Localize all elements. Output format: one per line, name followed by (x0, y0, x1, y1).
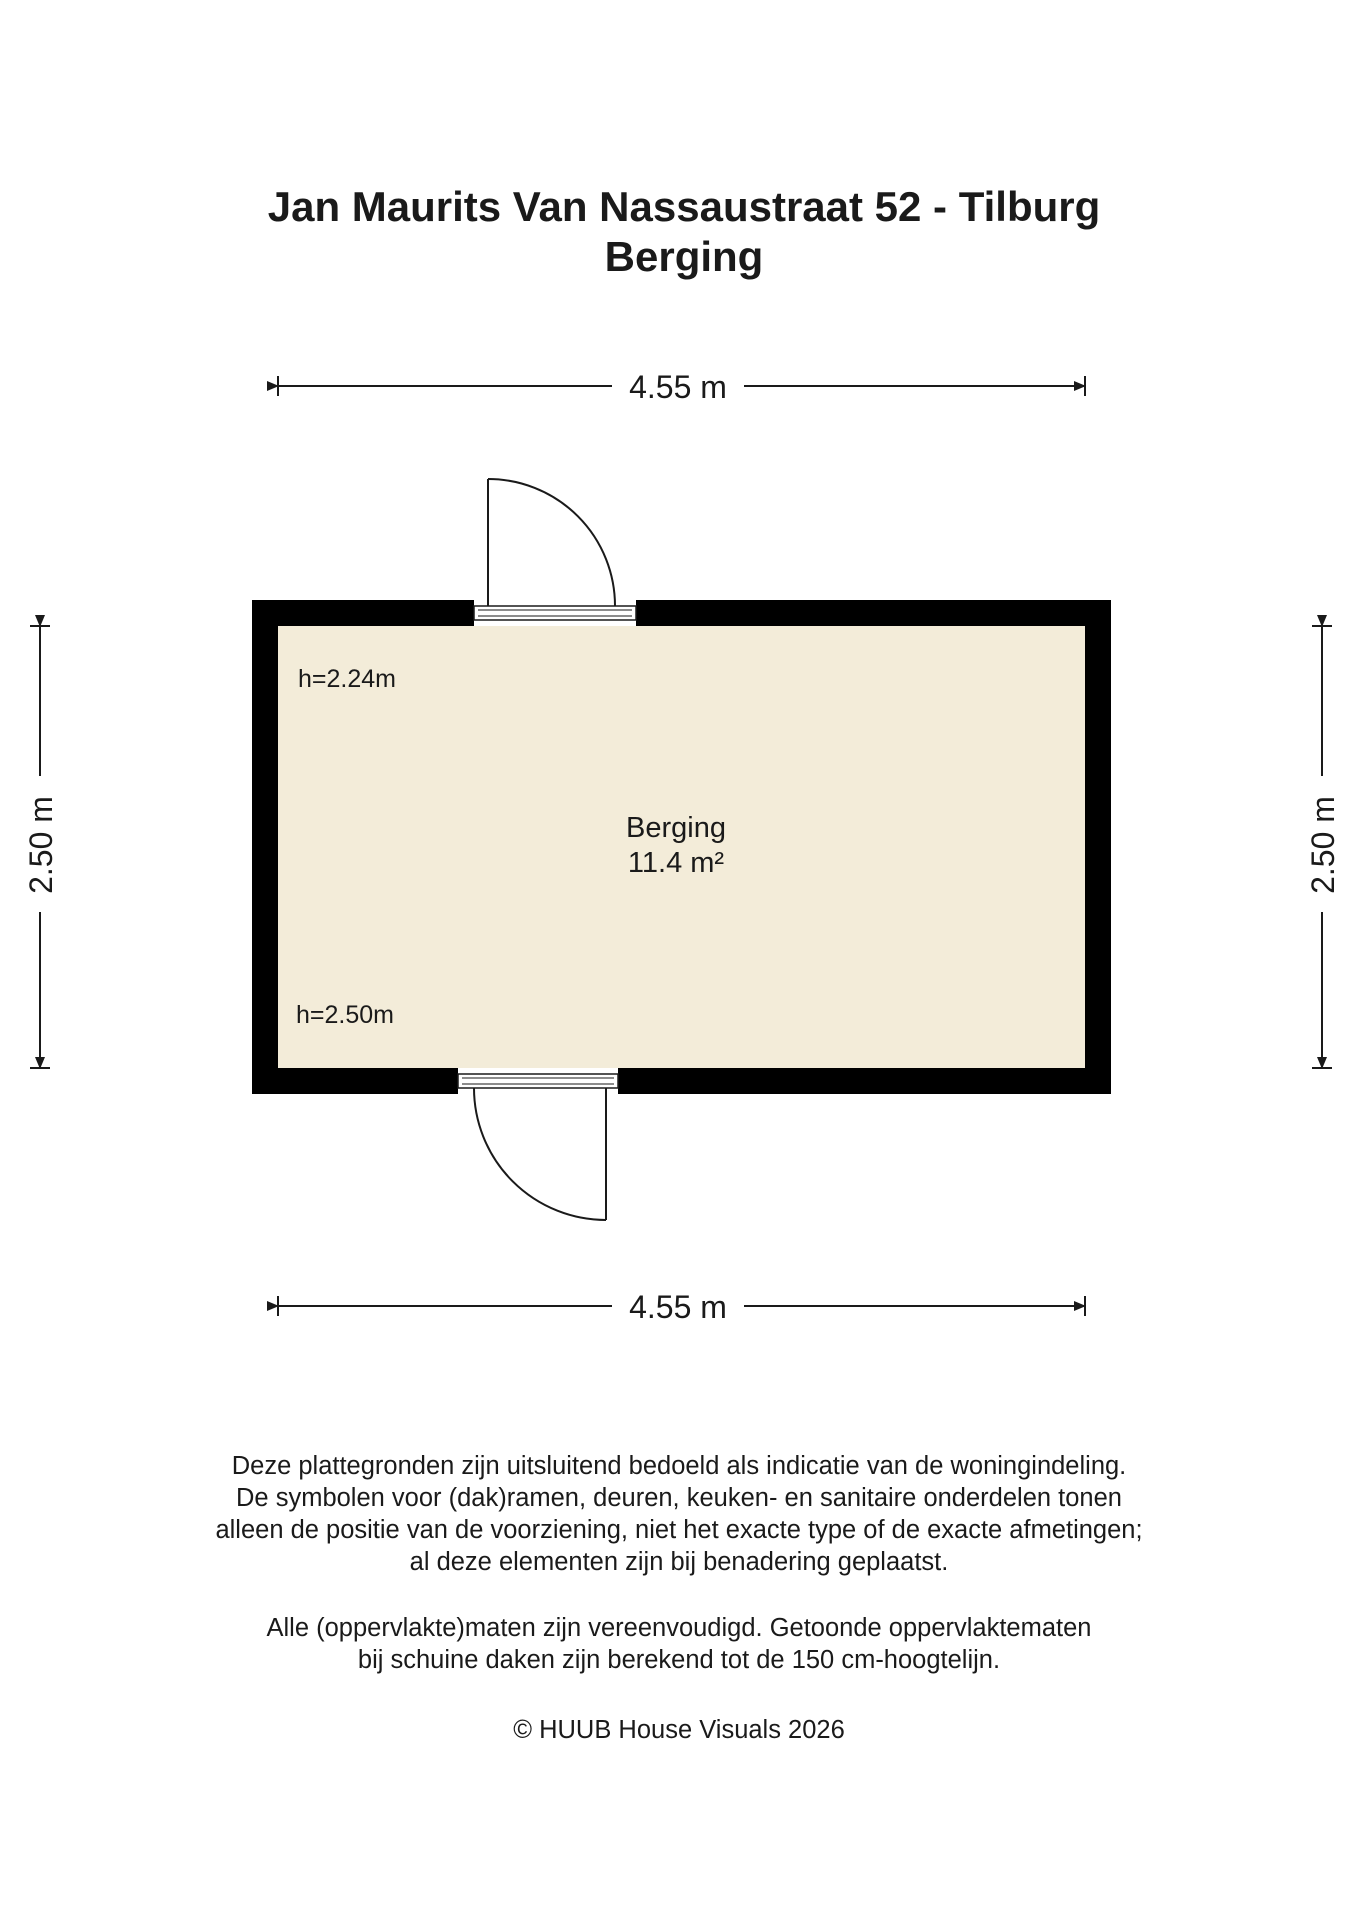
area-note-line: Alle (oppervlakte)maten zijn vereenvoudigd. Getoonde oppervlaktematen (266, 1614, 1092, 1642)
disclaimer-line: Deze plattegronden zijn uitsluitend bedoeld als indicatie van de woningindeling. (231, 1452, 1127, 1480)
door-swing-arc (488, 479, 615, 606)
door-top (474, 479, 636, 620)
disclaimer-line: De symbolen voor (dak)ramen, deuren, keuken- en sanitaire onderdelen tonen (236, 1484, 1122, 1512)
dimension-right (1305, 626, 1341, 1068)
wall-bottom-right (618, 1068, 1111, 1094)
area-note-line: bij schuine daken zijn berekend tot de 150 cm-hoogtelijn. (357, 1646, 1001, 1674)
disclaimer-line: alleen de positie van de voorziening, niet het exacte type of de exacte afmetingen; (215, 1516, 1143, 1544)
page-subtitle: Berging (604, 233, 764, 280)
room-name: Berging (626, 812, 726, 844)
dimension-label-bottom: 4.55 m (629, 1289, 727, 1325)
dimension-left (23, 626, 59, 1068)
wall-top-left (252, 600, 474, 626)
door-frame (458, 1074, 618, 1088)
disclaimer-line: al deze elementen zijn bij benadering geplaatst. (409, 1548, 949, 1576)
dimension-label-left: 2.50 m (23, 796, 59, 894)
door-bottom (458, 1074, 618, 1220)
area-note-block (0, 1612, 1358, 1676)
wall-top-right (636, 600, 1111, 626)
wall-bottom-left (252, 1068, 458, 1094)
ceiling-height-bottom: h=2.50m (296, 1001, 394, 1029)
dimension-bottom (278, 1289, 1085, 1325)
door-swing-arc (474, 1088, 606, 1220)
page-title: Jan Maurits Van Nassaustraat 52 - Tilburg (267, 183, 1101, 230)
copyright-notice: © HUUB House Visuals 2026 (513, 1716, 845, 1744)
ceiling-height-top: h=2.24m (298, 665, 396, 693)
dimension-label-right: 2.50 m (1305, 796, 1341, 894)
room-area: 11.4 m² (627, 847, 725, 879)
wall-right (1085, 600, 1111, 1094)
door-frame (474, 606, 636, 620)
wall-left (252, 600, 278, 1094)
dimension-top (278, 369, 1085, 405)
disclaimer-block (0, 1450, 1358, 1578)
dimension-label-top: 4.55 m (629, 369, 727, 405)
